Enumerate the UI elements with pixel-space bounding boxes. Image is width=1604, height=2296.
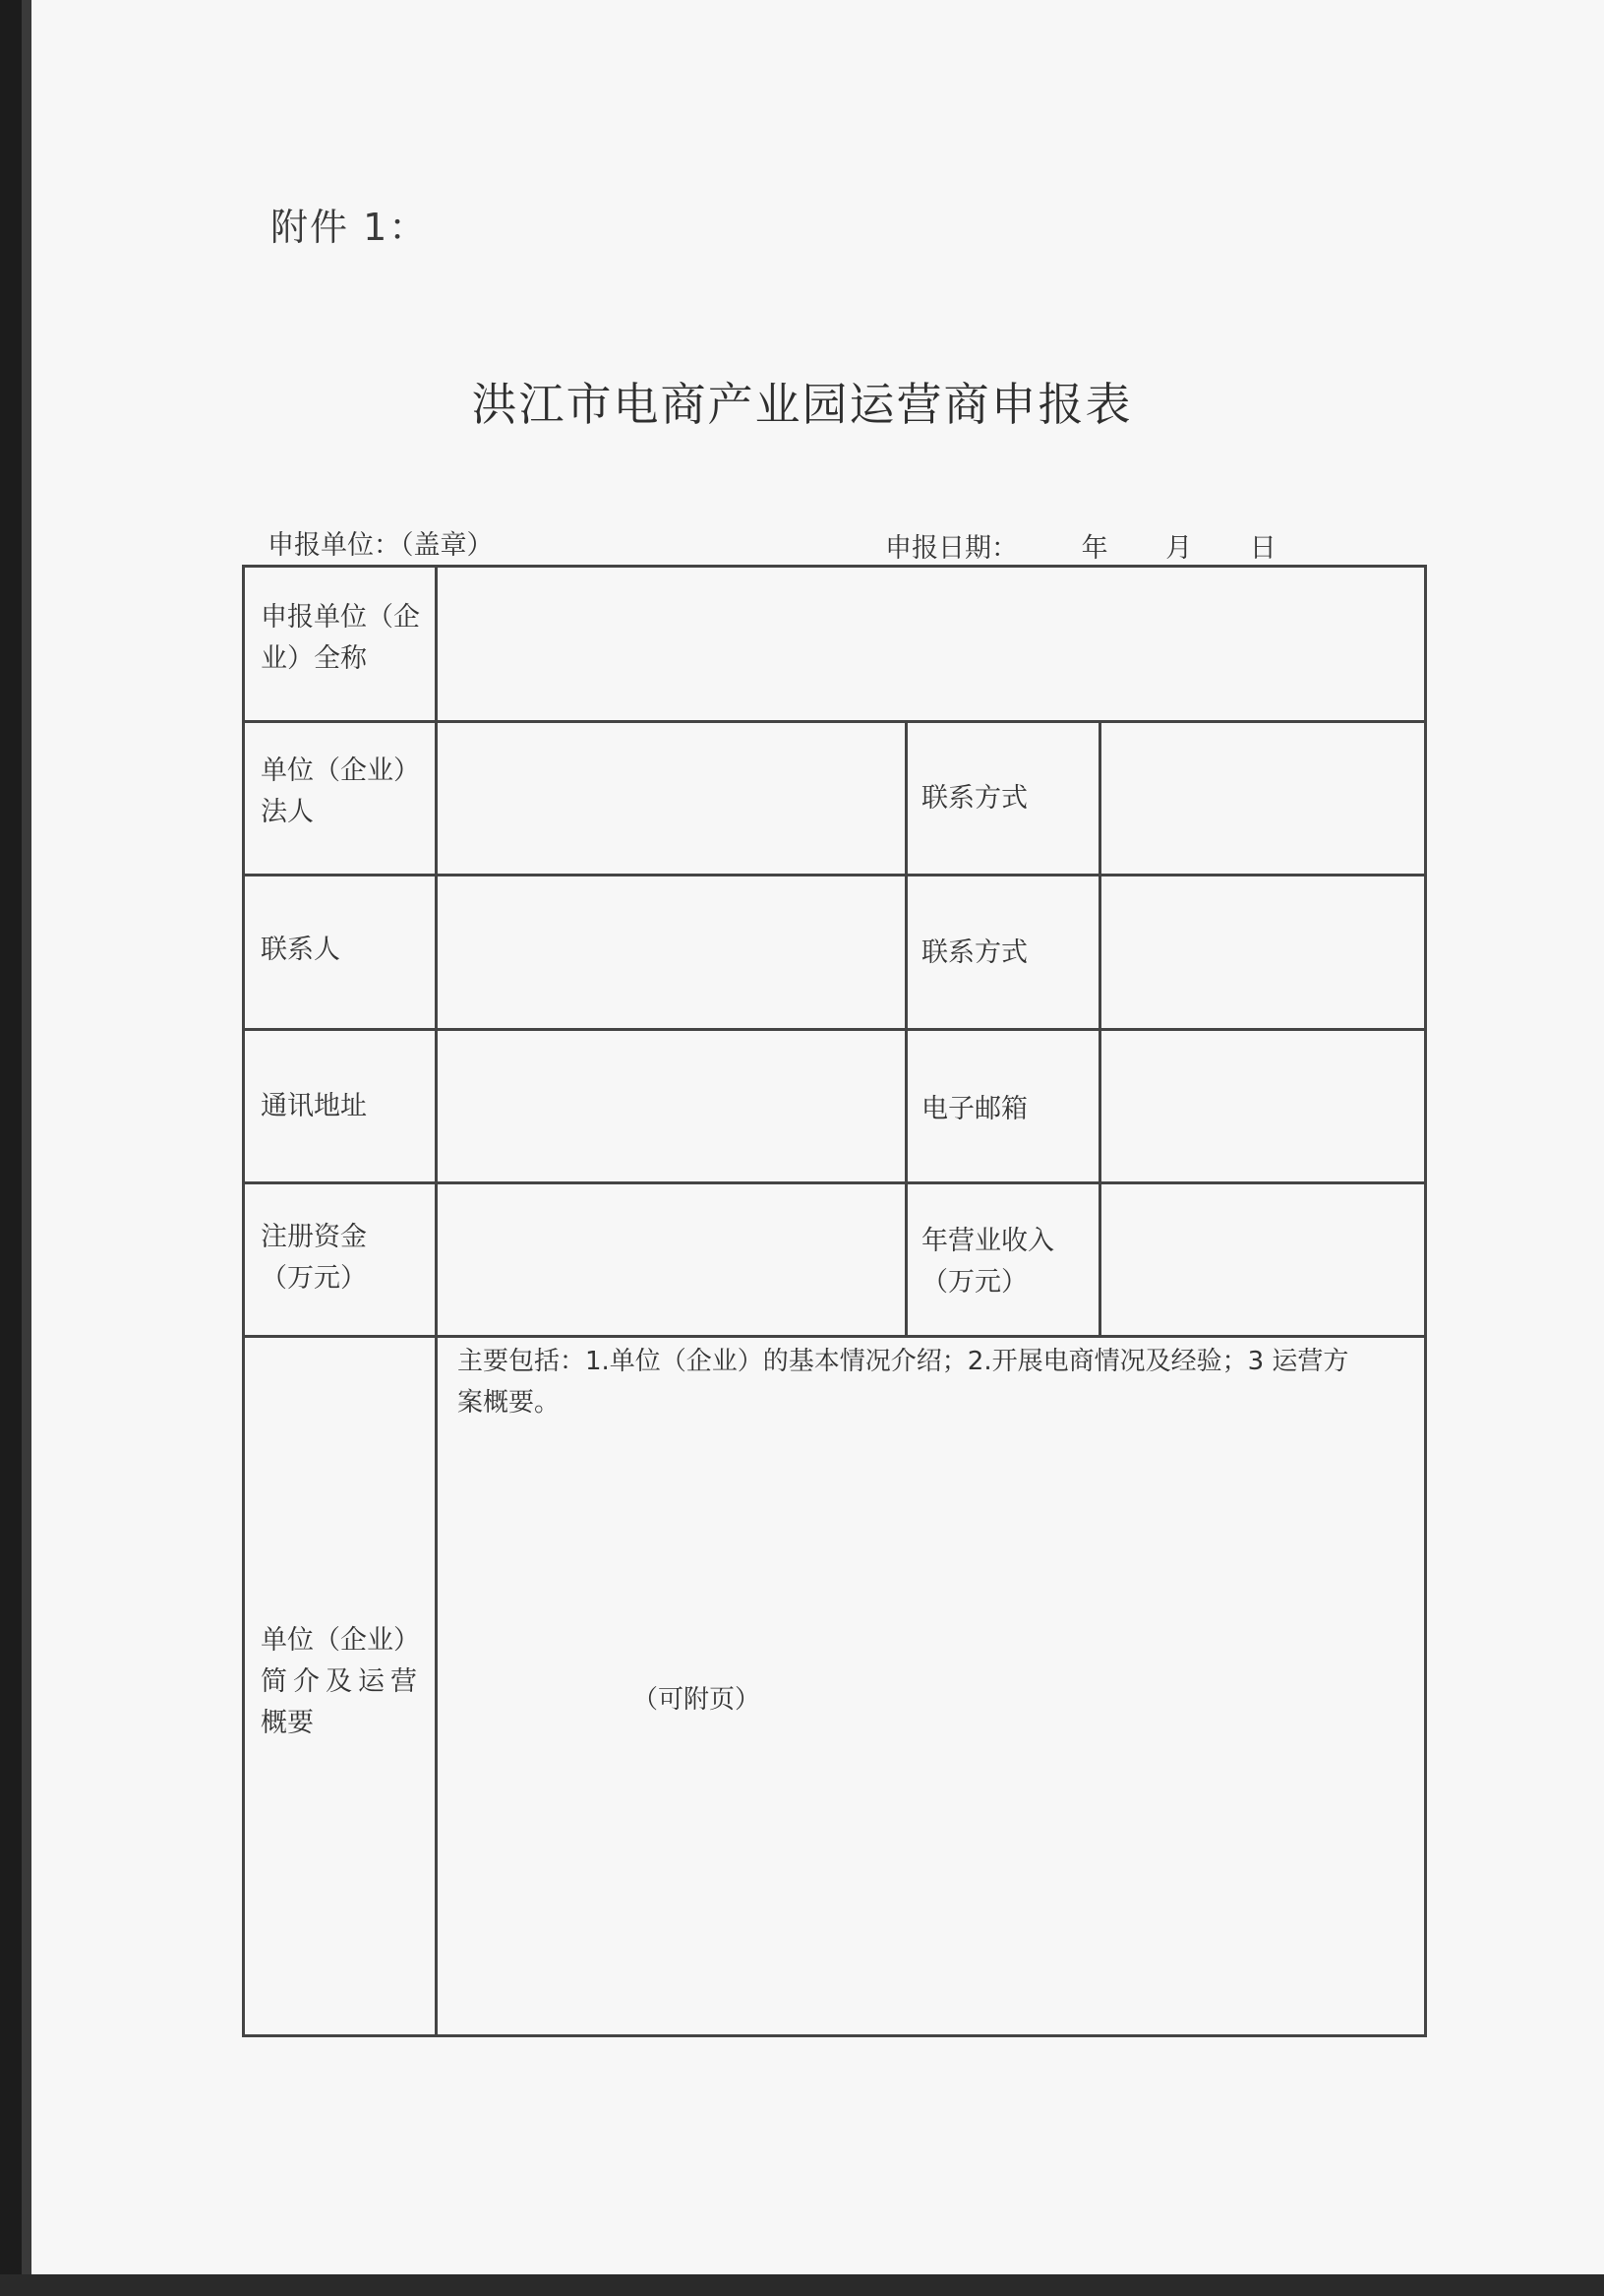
annual-revenue-field[interactable] xyxy=(1101,1184,1424,1335)
contact-person-phone-field[interactable] xyxy=(1101,876,1424,1028)
registered-capital-field[interactable] xyxy=(438,1184,905,1335)
email-label: 电子邮箱 xyxy=(921,1094,1028,1124)
application-date xyxy=(885,526,1277,565)
date-label: 申报日期： xyxy=(885,533,1018,564)
attach-pages-note: （可附页） xyxy=(632,1685,761,1715)
row-divider xyxy=(245,1335,1424,1338)
applicant-unit-seal-label: 申报单位：（盖章） xyxy=(267,530,494,561)
email-field[interactable] xyxy=(1101,1031,1424,1181)
contact-person-phone-label: 联系方式 xyxy=(921,937,1028,968)
page-edge xyxy=(22,0,31,2274)
mailing-address-field[interactable] xyxy=(438,1031,905,1181)
unit-full-name-field[interactable] xyxy=(438,568,1424,720)
company-intro-label: 单位（企业） 简介及运营 概要 xyxy=(261,1625,423,1738)
unit-full-name-label: 申报单位（企 业）全称 xyxy=(261,602,420,674)
attachment-label: 附件 1： xyxy=(270,206,429,249)
middle-column-divider xyxy=(905,720,908,1338)
contact-person-label: 联系人 xyxy=(261,935,340,965)
registered-capital-label: 注册资金 （万元） xyxy=(261,1222,367,1294)
date-month: 月 xyxy=(1165,533,1193,564)
date-year: 年 xyxy=(1081,533,1108,564)
scanner-bottom-edge xyxy=(0,2274,1604,2296)
annual-revenue-label: 年营业收入 （万元） xyxy=(921,1226,1054,1298)
date-day: 日 xyxy=(1249,533,1277,564)
company-intro-field[interactable] xyxy=(438,1423,1424,2034)
application-form-table xyxy=(242,565,1427,2037)
document-title: 洪江市电商产业园运营商申报表 xyxy=(471,378,1133,431)
contact-person-field[interactable] xyxy=(438,876,905,1028)
legal-rep-contact-label: 联系方式 xyxy=(921,783,1028,814)
legal-representative-field[interactable] xyxy=(438,723,905,874)
legal-representative-label: 单位（企业） 法人 xyxy=(261,755,420,827)
legal-rep-contact-field[interactable] xyxy=(1101,723,1424,874)
intro-instructions: 主要包括：1.单位（企业）的基本情况介绍；2.开展电商情况及经验；3 运营方 案概要。 xyxy=(457,1347,1349,1418)
mailing-address-label: 通讯地址 xyxy=(261,1091,367,1121)
